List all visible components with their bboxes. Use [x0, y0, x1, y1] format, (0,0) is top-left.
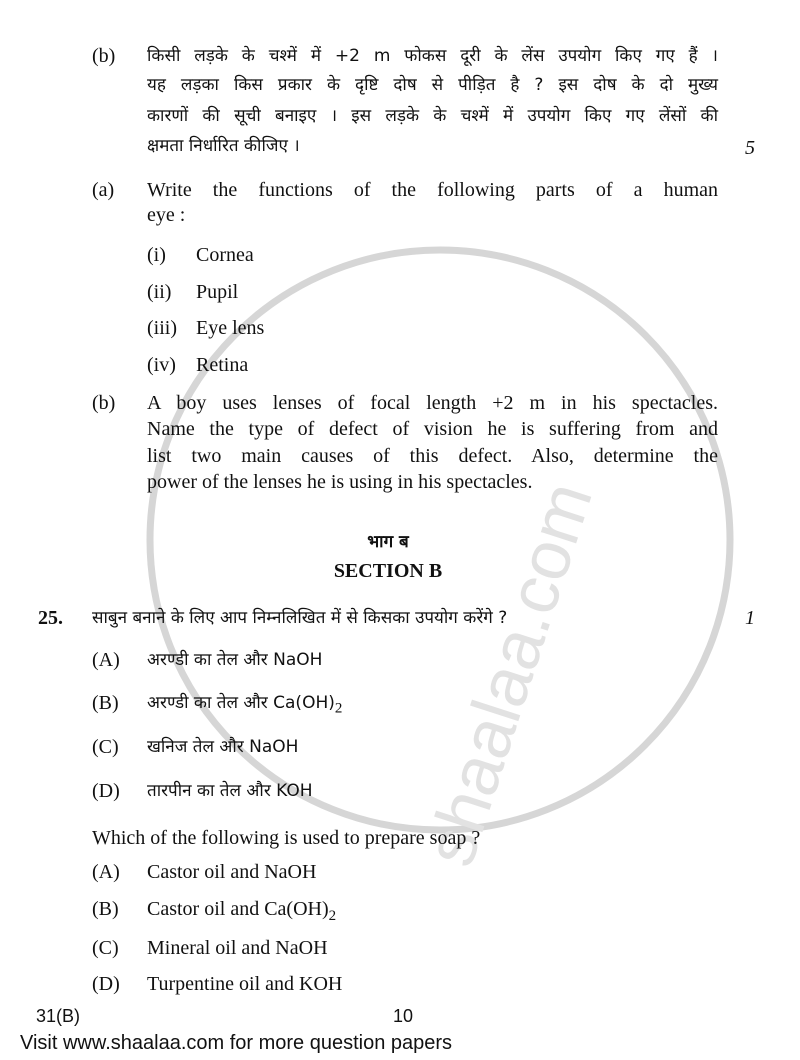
q24b-text: power of the lenses he is using in his spectacles.	[147, 471, 533, 493]
q24b-hindi-line: कारणों की सूची बनाइए । इस लड़के के चश्में में उपयोग किए गए लेंसों की	[147, 106, 718, 126]
q24b-text: Name the type of defect of vision he is suffering from and	[147, 418, 718, 440]
question-number: 25.	[38, 607, 63, 629]
hindi-option-d: तारपीन का तेल और KOH	[147, 781, 313, 801]
marks: 5	[745, 137, 755, 159]
option-label: (C)	[92, 736, 119, 758]
q24a-label: (a)	[92, 179, 115, 201]
subscript: 2	[334, 700, 343, 717]
part-num: (ii)	[147, 281, 172, 303]
option-c: Mineral oil and NaOH	[147, 937, 328, 959]
q24b-hindi-line: यह लड़का किस प्रकार के दृष्टि दोष से पीड़ित है ? इस दोष के दो मुख्य	[147, 75, 718, 95]
option-label: (C)	[92, 937, 119, 959]
subscript: 2	[328, 908, 337, 924]
marks: 1	[745, 607, 755, 629]
part-num: (i)	[147, 244, 166, 266]
part-num: (iii)	[147, 317, 177, 339]
paper-code: 31(B)	[36, 1006, 81, 1026]
option-b	[147, 897, 336, 928]
option-label: (A)	[92, 649, 120, 671]
section-title-hindi: भाग ब	[367, 532, 409, 552]
part-text: Retina	[196, 354, 249, 376]
section-title: SECTION B	[333, 560, 443, 582]
part-num: (iv)	[147, 354, 176, 376]
hindi-option-c: खनिज तेल और NaOH	[147, 737, 299, 757]
q24b-label: (b)	[92, 392, 116, 414]
option-text: Castor oil and Ca(OH)	[147, 898, 329, 920]
q24b-text: list two main causes of this defect. Also, determine the	[147, 445, 718, 467]
part-text: Cornea	[196, 244, 254, 266]
q24a-text: Write the functions of the following parts of a human	[147, 179, 718, 201]
q24b-hindi-line: किसी लड़के के चश्में में +2 m फोकस दूरी के लेंस उपयोग किए गए हैं ।	[147, 46, 718, 66]
option-a: Castor oil and NaOH	[147, 861, 317, 883]
option-label: (B)	[92, 898, 119, 920]
option-d: Turpentine oil and KOH	[147, 973, 343, 995]
footer-link[interactable]: Visit www.shaalaa.com for more question papers	[20, 1032, 453, 1054]
hindi-option-a: अरण्डी का तेल और NaOH	[147, 650, 323, 670]
q24b-hindi-label: (b)	[92, 45, 116, 67]
page-number: 10	[393, 1006, 414, 1026]
hindi-option-b	[147, 691, 342, 720]
q24b-hindi-line: क्षमता निर्धारित कीजिए ।	[147, 136, 300, 156]
q24a-text: eye :	[147, 204, 186, 226]
option-label: (D)	[92, 973, 120, 995]
part-text: Eye lens	[196, 317, 265, 339]
q25-question: Which of the following is used to prepare soap ?	[92, 827, 481, 849]
option-label: (A)	[92, 861, 120, 883]
svg-text:shaalaa.com: shaalaa.com	[410, 473, 607, 875]
option-label: (B)	[92, 692, 119, 714]
option-text: अरण्डी का तेल और Ca(OH)	[147, 693, 335, 713]
q24b-text: A boy uses lenses of focal length +2 m in his spectacles.	[147, 392, 718, 414]
part-text: Pupil	[196, 281, 239, 303]
option-label: (D)	[92, 780, 120, 802]
q25-hindi-question: साबुन बनाने के लिए आप निम्नलिखित में से किसका उपयोग करेंगे ?	[92, 608, 508, 628]
